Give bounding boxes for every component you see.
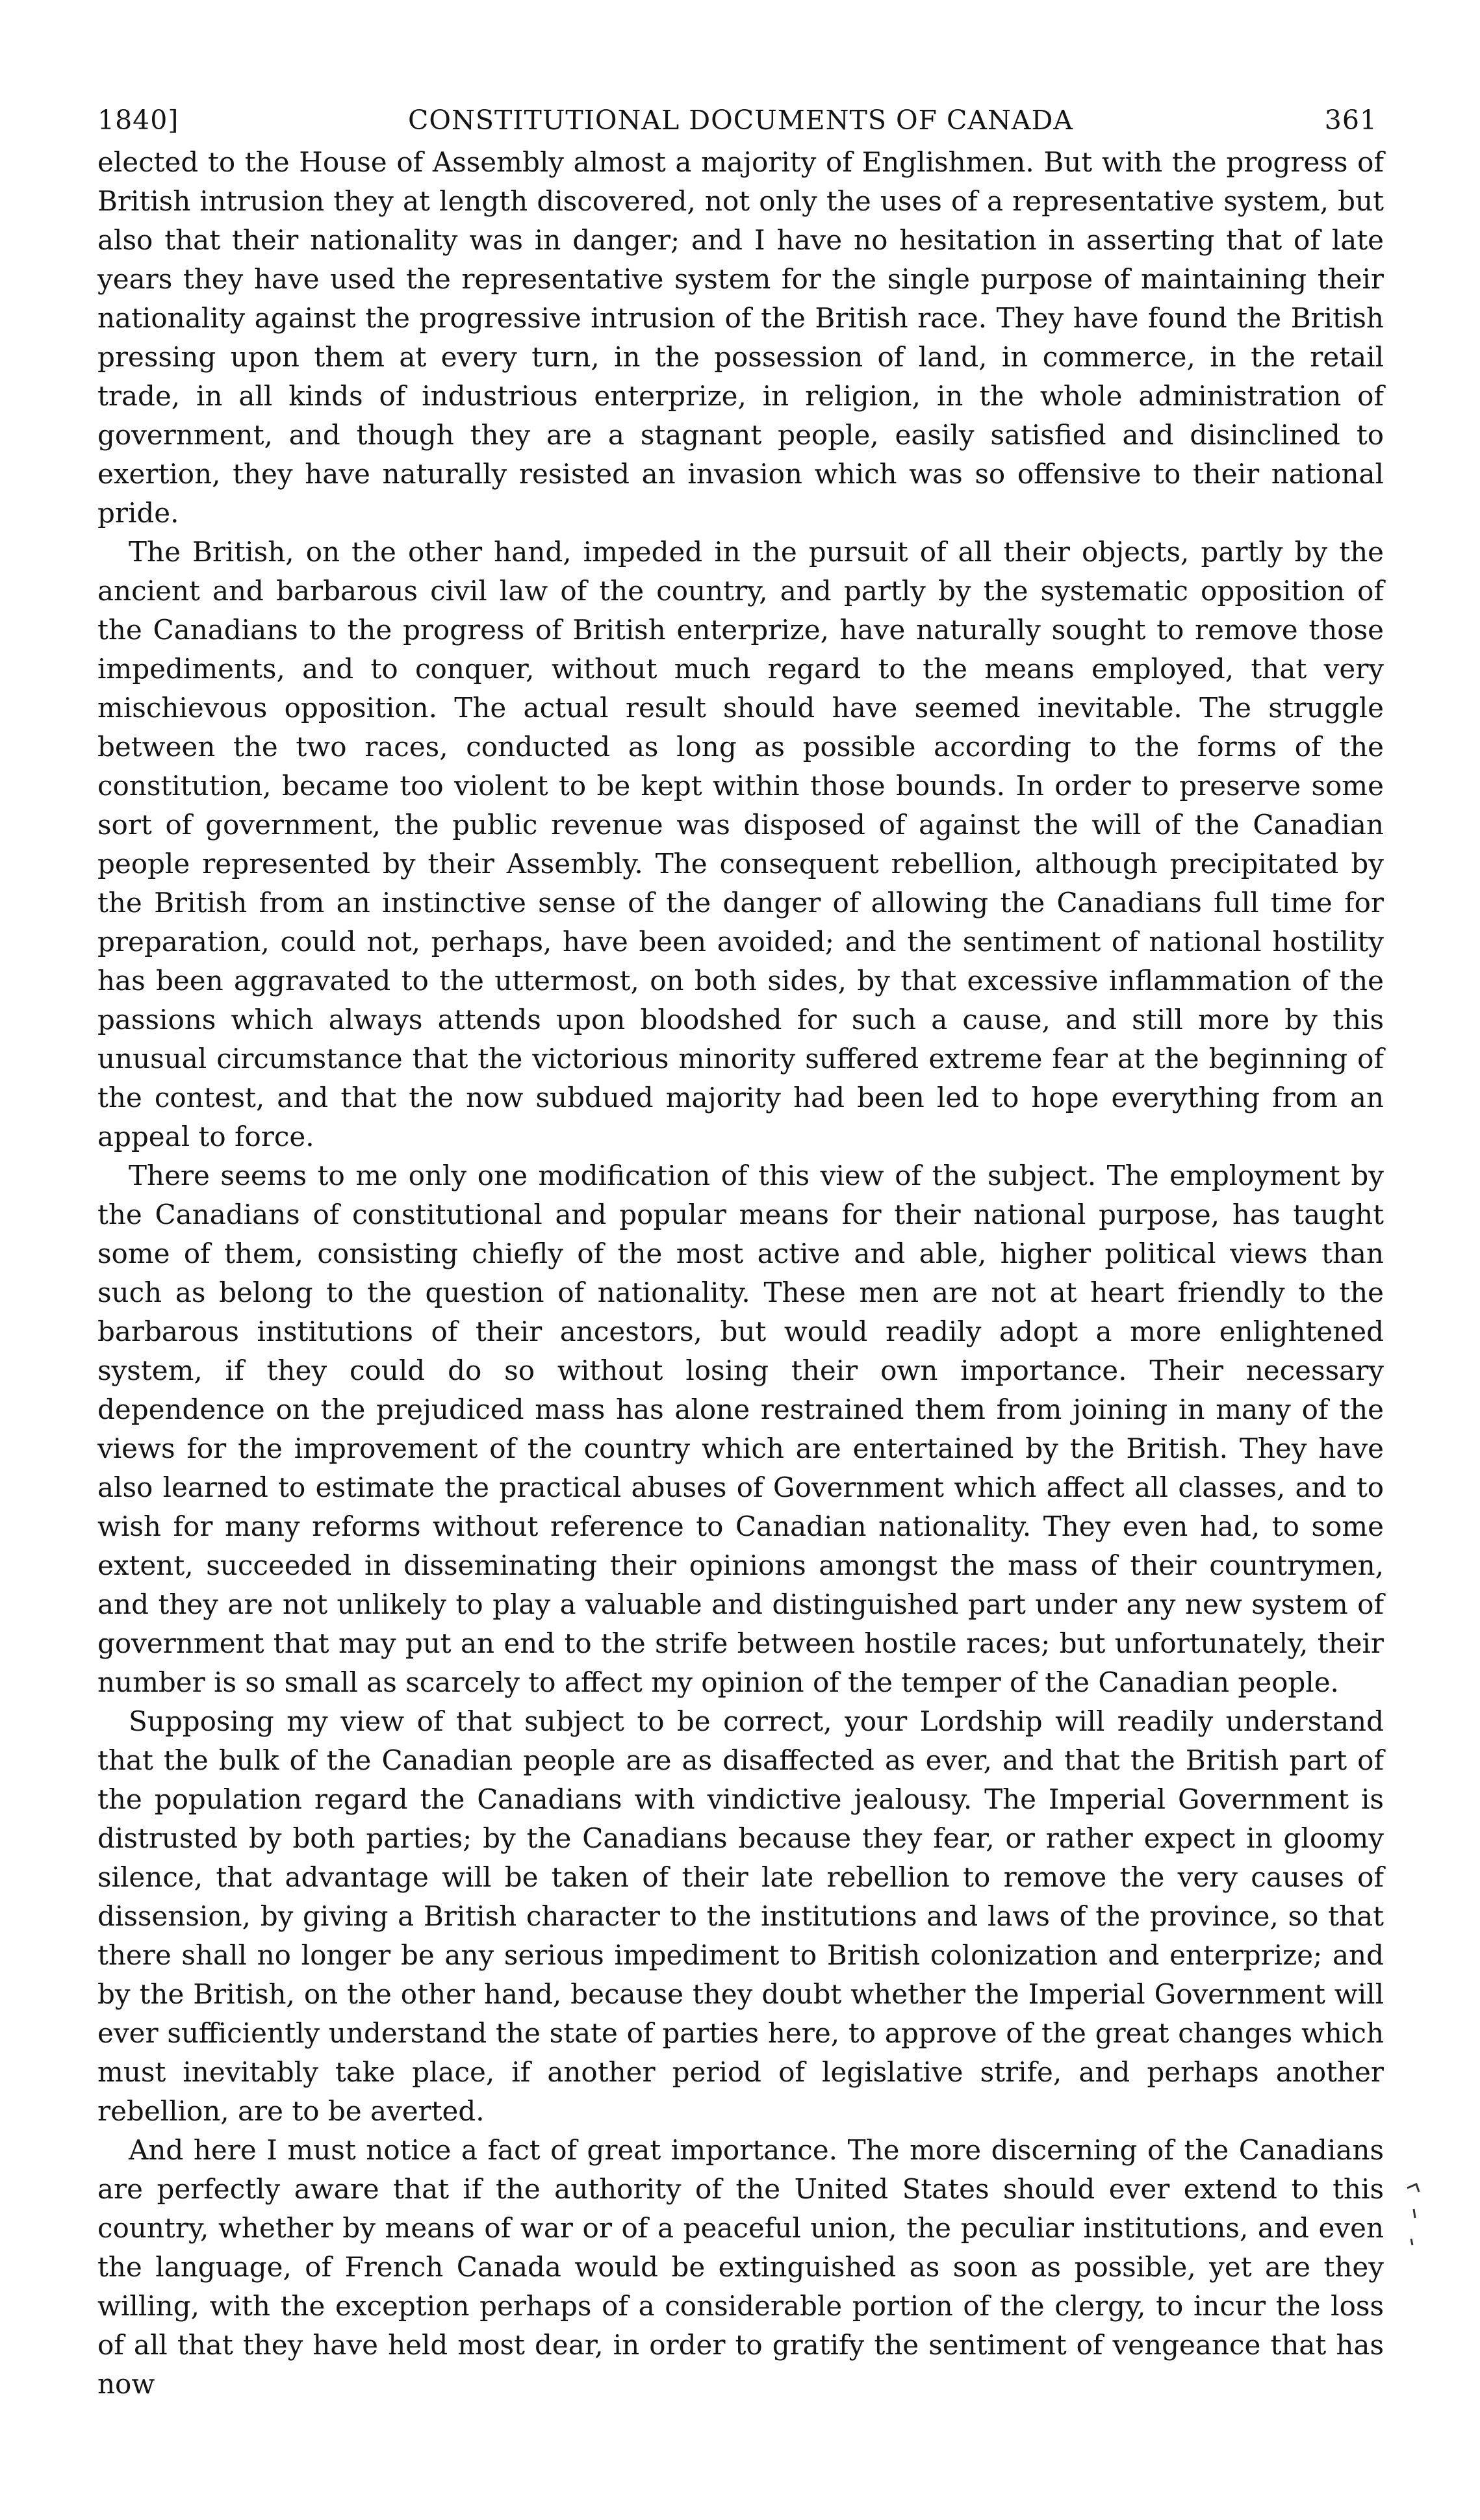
page-number: 361: [1324, 105, 1377, 136]
running-head: [97, 97, 1384, 143]
body-text: [97, 143, 1384, 2404]
paragraph-2: The British, on the other hand, impeded in the pursuit of all their objects, partly by the ancient and barbarous civil law of the country, and partly by the systematic opposition of the Canadians to the progress of British enterprize, have naturally sought to remove those impediments, and to conquer, without much regard to the means employed, that very mischievous opposition. The actual result should have seemed inevitable. The struggle between the two races, conducted as long as possible according to the forms of the constitution, became too violent to be kept within those bounds. In order to preserve some sort of government, the public revenue was disposed of against the will of the Canadian people represented by their Assembly. The consequent rebellion, although precipitated by the British from an instinctive sense of the danger of allowing the Canadians full time for preparation, could not, perhaps, have been avoided; and the sentiment of national hostility has been aggravated to the uttermost, on both sides, by that excessive inflammation of the passions which always attends upon bloodshed for such a cause, and still more by this unusual circumstance that the victorious minority suffered extreme fear at the beginning of the contest, and that the now subdued majority had been led to hope everything from an appeal to force.: [97, 536, 1384, 1152]
paragraph-1: elected to the House of Assembly almost a majority of Englishmen. But with the progress of British intrusion they at length discovered, not only the uses of a representative system, but also that their nationality was in danger; and I have no hesitation in asserting that of late years they have used the representative system for the single purpose of maintaining their nationality against the progressive intrusion of the British race. They have found the British pressing upon them at every turn, in the possession of land, in commerce, in the retail trade, in all kinds of industrious enterprize, in religion, in the whole administration of government, and though they are a stagnant people, easily satisfied and disinclined to exertion, they have naturally resisted an invasion which was so offensive to their national pride.: [97, 146, 1384, 529]
document-page: [97, 97, 1384, 2404]
margin-bracket-mark: [1405, 2183, 1424, 2248]
paragraph-3: There seems to me only one modification of this view of the subject. The employment by the Canadians of constitutional and popular means for their national purpose, has taught some of them, consisting chiefly of the most active and able, higher political views than such as belong to the question of nationality. These men are not at heart friendly to the barbarous institutions of their ancestors, but would readily adopt a more enlightened system, if they could do so without losing their own importance. Their necessary dependence on the prejudiced mass has alone restrained them from joining in many of the views for the improvement of the country which are entertained by the British. They have also learned to estimate the practical abuses of Government which affect all classes, and to wish for many reforms without reference to Canadian nationality. They even had, to some extent, succeeded in disseminating their opinions amongst the mass of their countrymen, and they are not unlikely to play a valuable and distinguished part under any new system of government that may put an end to the strife between hostile races; but unfortunately, their number is so small as scarcely to affect my opinion of the temper of the Canadian people.: [97, 1160, 1384, 1698]
paragraph-5: And here I must notice a fact of great importance. The more discerning of the Canadians are perfectly aware that if the authority of the United States should ever extend to this country, whether by means of war or of a peaceful union, the peculiar institutions, and even the language, of French Canada would be extinguished as soon as possible, yet are they willing, with the exception perhaps of a considerable portion of the clergy, to incur the loss of all that they have held most dear, in order to gratify the sentiment of vengeance that has now: [97, 2134, 1384, 2400]
header-title: CONSTITUTIONAL DOCUMENTS OF CANADA: [408, 105, 1073, 136]
header-year: 1840]: [97, 105, 179, 136]
paragraph-4: Supposing my view of that subject to be correct, your Lordship will readily understand that the bulk of the Canadian people are as disaffected as ever, and that the British part of the population regard the Canadians with vindictive jealousy. The Imperial Government is distrusted by both parties; by the Canadians because they fear, or rather expect in gloomy silence, that advantage will be taken of their late rebellion to remove the very causes of dissension, by giving a British character to the institutions and laws of the province, so that there shall no longer be any serious impediment to British colonization and enterprize; and by the British, on the other hand, because they doubt whether the Imperial Government will ever sufficiently understand the state of parties here, to approve of the great changes which must inevitably take place, if another period of legislative strife, and perhaps another rebellion, are to be averted.: [97, 1705, 1384, 2127]
